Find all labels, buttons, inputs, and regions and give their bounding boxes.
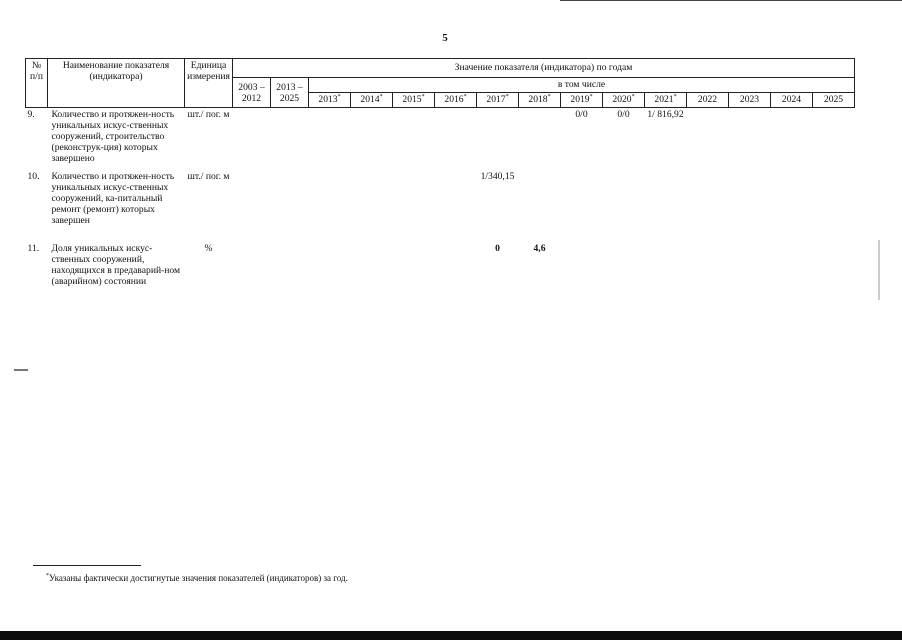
scan-top-rule [560,0,902,1]
header-year-mark: * [547,94,551,100]
header-year-2018 [519,93,561,108]
header-year-2025 [813,93,855,108]
header-year-label: 2019 [570,94,590,105]
header-year-2013 [309,93,351,108]
header-including: в том числе [309,78,855,93]
header-year-mark: * [589,94,593,100]
row-indicator-name: Количество и протяжен-ность уникальных искус-ственных сооружений, ка-питальный ремонт (ремонт) которых завершен [51,170,175,226]
page-number: 5 [442,32,448,44]
header-year-2014 [351,93,393,108]
header-year-2021 [645,93,687,108]
row-value-cell [771,170,813,242]
header-year-mark: * [631,94,635,100]
header-year-label: 2020 [612,94,632,105]
header-year-label: 2024 [781,94,802,105]
header-year-mark: * [505,94,509,100]
row-value-cell [393,242,435,302]
header-values-by-year: Значение показателя (индикатора) по годам [233,59,855,78]
row-value-cell [271,170,309,242]
row-value-cell [519,170,561,242]
row-value-cell [687,170,729,242]
header-year-2019 [561,93,603,108]
table-row [26,242,855,302]
row-unit: шт./ пог. м [187,109,230,120]
row-value-cell [271,242,309,302]
row-value-cell [233,242,271,302]
scan-bottom-edge [0,631,902,640]
row-value-cell [393,170,435,242]
header-year-label: 2018 [528,94,548,105]
row-value-cell [813,108,855,170]
header-year-mark: * [337,94,341,100]
header-unit: Единица измерения [185,59,233,108]
row-number: 10. [27,170,40,182]
row-value-cell [645,170,687,242]
row-indicator-name: Количество и протяжен-ность уникальных искус-ственных сооружений, строительство (реконструк-ция) которых завершено [51,109,175,164]
row-value-cell: 1/340,15 [480,170,515,182]
row-unit: шт./ пог. м [187,170,230,182]
row-value-cell [393,108,435,170]
header-year-label: 2023 [739,94,760,105]
header-year-label: 2017 [486,94,506,105]
header-year-label: 2013 [318,94,338,105]
row-value-cell [435,108,477,170]
row-value-cell [771,108,813,170]
row-value-cell [645,242,687,302]
row-value-cell [687,108,729,170]
header-year-mark: * [463,94,467,100]
row-value-cell [271,108,309,170]
row-value-cell [233,108,271,170]
header-year-2016 [435,93,477,108]
row-value-cell [687,242,729,302]
header-year-2022 [687,93,729,108]
row-number: 9. [27,109,35,120]
header-year-2020 [603,93,645,108]
row-value-cell [771,242,813,302]
table-row [26,108,855,170]
header-year-2024 [771,93,813,108]
footnote-text: Указаны фактически достигнутые значения показателей (индикаторов) за год. [49,573,348,583]
row-indicator-name: Доля уникальных искус-ственных сооружений, находящихся в предаварий-ном (аварийном) состоянии [51,242,181,287]
row-value-cell: 4,6 [533,242,546,254]
header-year-label: 2021 [654,94,674,105]
row-value-cell [729,242,771,302]
footnote-rule [33,565,141,566]
row-number: 11. [27,242,40,254]
row-value-cell [813,170,855,242]
header-name: Наименование показателя (индикатора) [48,59,185,108]
footnote-mark: * [46,573,49,579]
row-value-cell [233,170,271,242]
header-period-2003-2012: 2003 – 2012 [233,78,271,108]
header-period-2013-2025: 2013 – 2025 [271,78,309,108]
row-value-cell [477,108,519,170]
header-num: № п/п [26,59,48,108]
header-year-label: 2022 [697,94,718,105]
row-value-cell [519,108,561,170]
header-year-mark: * [421,94,425,100]
row-unit: % [204,242,213,254]
header-year-label: 2016 [444,94,464,105]
indicators-table [25,58,855,302]
row-value-cell [561,170,603,242]
header-year-2015 [393,93,435,108]
header-year-label: 2025 [823,94,844,105]
header-year-mark: * [673,94,677,100]
row-value-cell [603,242,645,302]
row-value-cell [603,170,645,242]
row-value-cell [435,242,477,302]
row-value-cell: 0/0 [617,109,630,120]
row-value-cell [351,242,393,302]
header-year-2017 [477,93,519,108]
footnote [46,573,348,583]
row-value-cell [351,170,393,242]
row-value-cell [813,242,855,302]
row-value-cell: 1/ 816,92 [647,109,684,120]
row-value-cell [309,242,351,302]
row-value-cell: 0/0 [575,109,588,120]
row-value-cell [351,108,393,170]
row-value-cell [561,242,603,302]
scan-artifact [878,240,880,300]
row-value-cell [729,170,771,242]
scan-artifact [14,369,28,371]
row-value-cell [435,170,477,242]
table-row [26,170,855,242]
row-value-cell [309,170,351,242]
row-value-cell [729,108,771,170]
header-year-mark: * [379,94,383,100]
header-year-label: 2015 [402,94,422,105]
row-value-cell [309,108,351,170]
header-year-label: 2014 [360,94,380,105]
row-value-cell: 0 [495,242,500,254]
header-year-2023 [729,93,771,108]
